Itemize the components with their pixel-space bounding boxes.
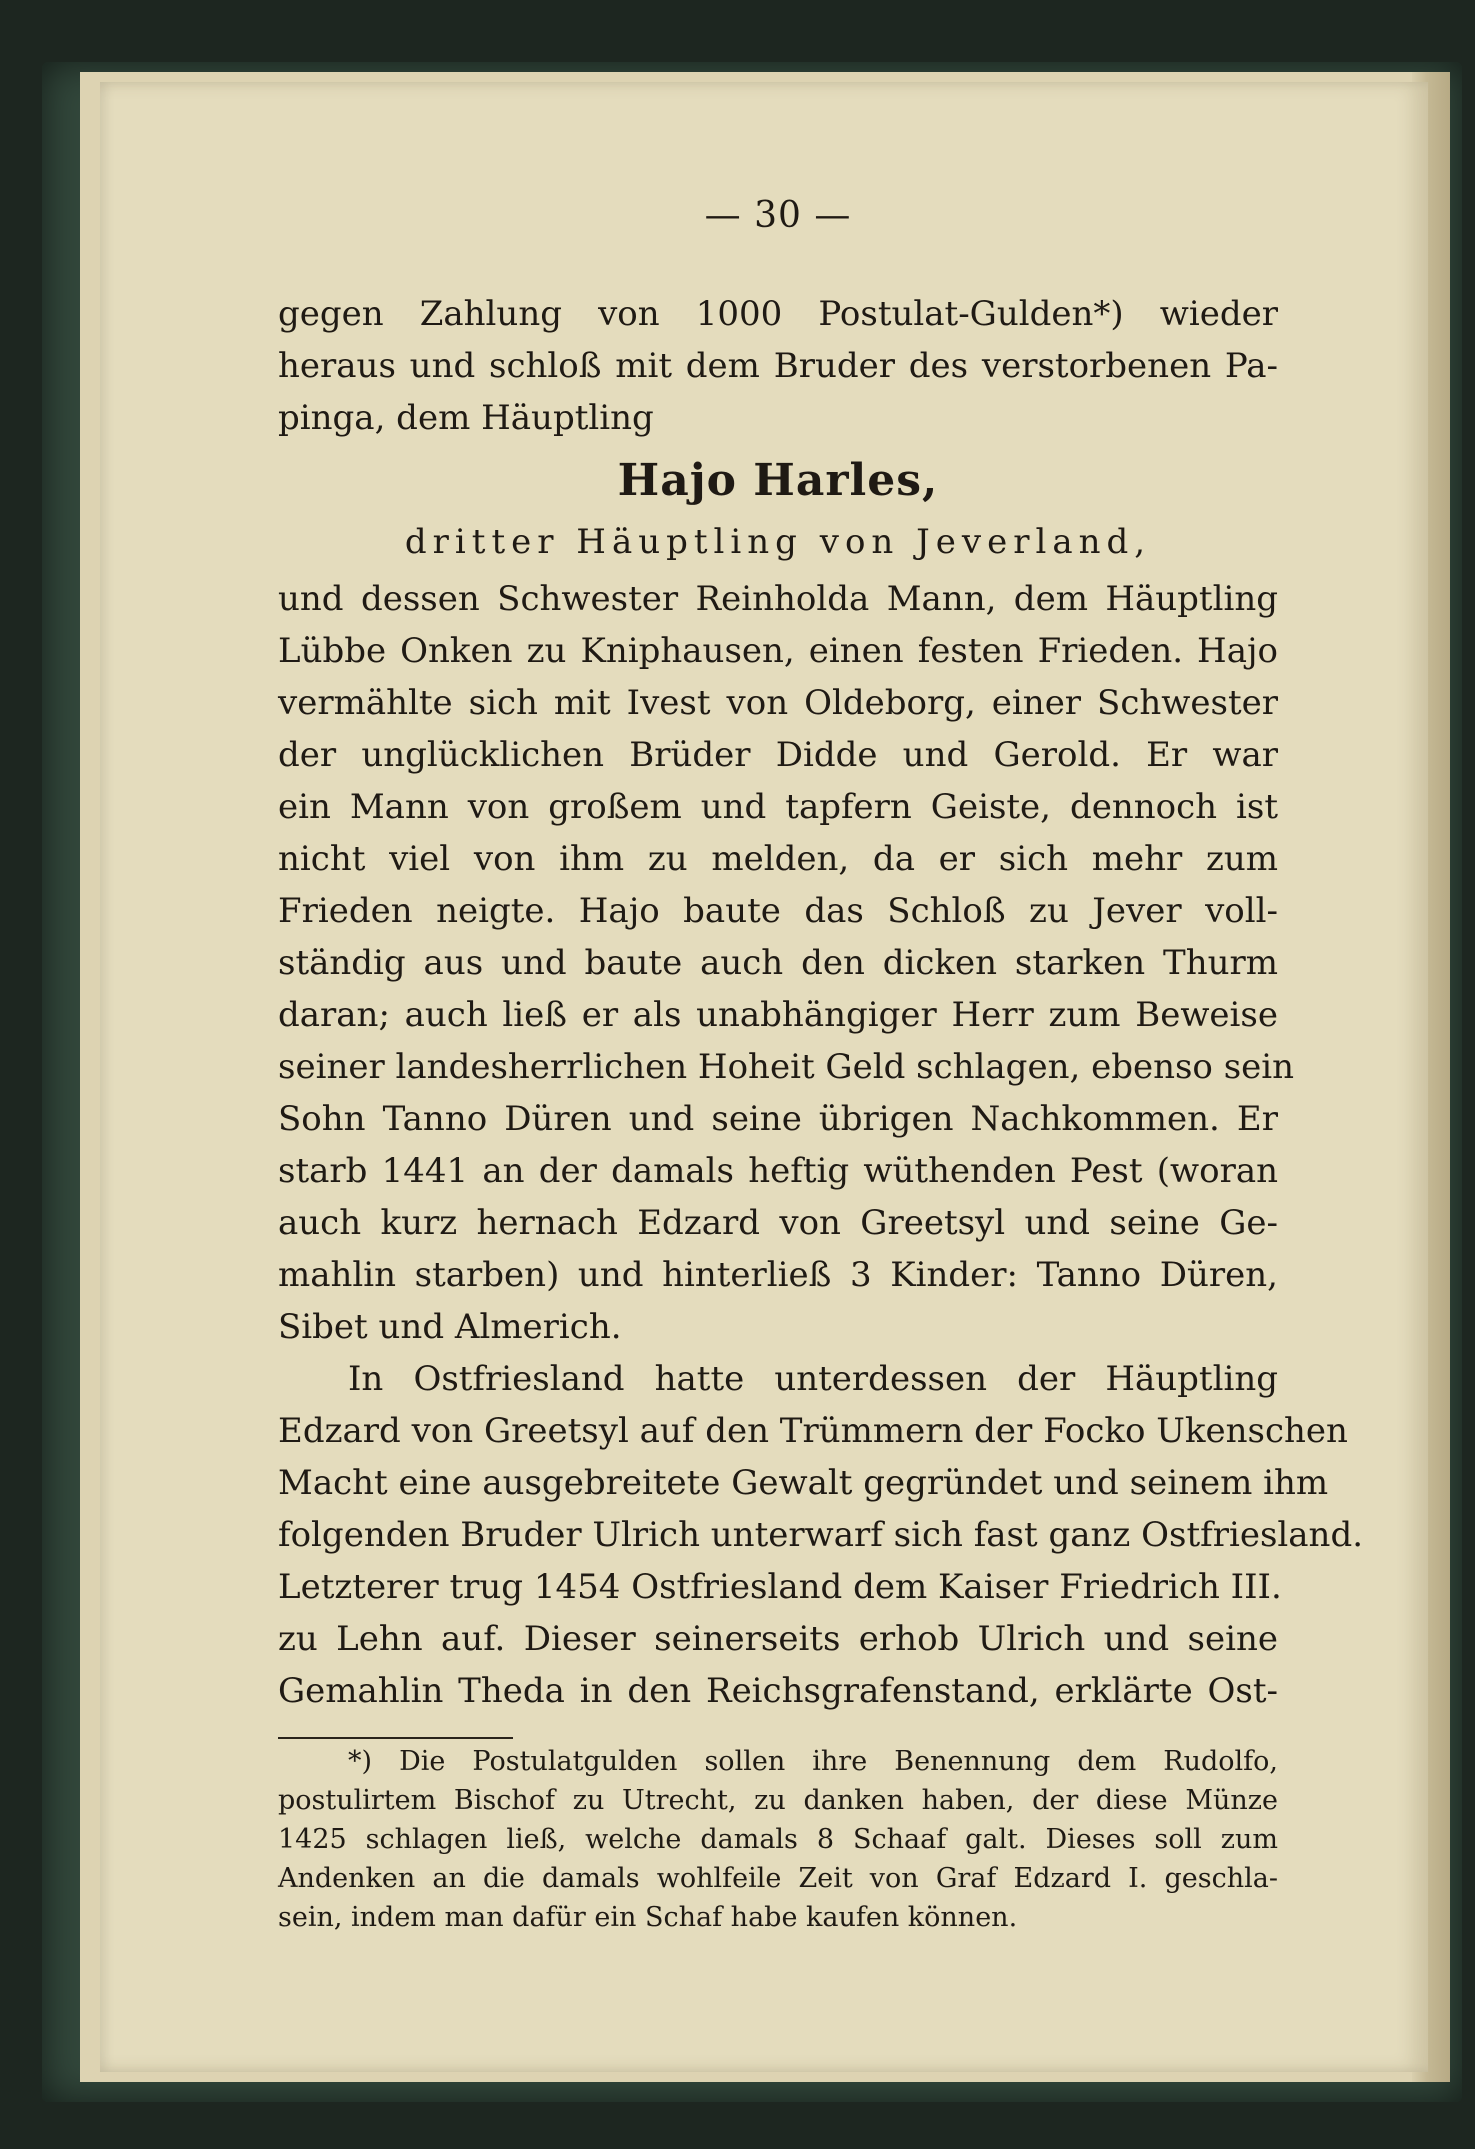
- footnote-line: Andenken an die damals wohlfeile Zeit von Graf Edzard I. geschla-: [278, 1863, 1278, 1894]
- text-line: Lübbe Onken zu Kniphausen, einen festen Frieden. Hajo: [278, 631, 1278, 671]
- text-line: Frieden neigte. Hajo baute das Schloß zu Jever voll-: [278, 891, 1278, 931]
- text-line: Letzterer trug 1454 Ostfriesland dem Kaiser Friedrich III.: [278, 1567, 1282, 1607]
- text-line: heraus und schloß mit dem Bruder des verstorbenen Pa-: [278, 346, 1278, 386]
- text-line: In Ostfriesland hatte unterdessen der Häuptling: [348, 1359, 1278, 1399]
- text-line: starb 1441 an der damals heftig wüthenden Pest (woran: [278, 1151, 1278, 1191]
- footnote-line: postulirtem Bischof zu Utrecht, zu danken haben, der diese Münze: [278, 1785, 1278, 1816]
- footnote-line: *) Die Postulatgulden sollen ihre Benennung dem Rudolfo,: [348, 1746, 1278, 1777]
- text-line: zu Lehn auf. Dieser seinerseits erhob Ulrich und seine: [278, 1619, 1278, 1659]
- text-line: mahlin starben) und hinterließ 3 Kinder: Tanno Düren,: [278, 1255, 1278, 1295]
- text-line: ein Mann von großem und tapfern Geiste, dennoch ist: [278, 787, 1278, 827]
- text-line: seiner landesherrlichen Hoheit Geld schlagen, ebenso sein: [278, 1047, 1295, 1087]
- text-line: folgenden Bruder Ulrich unterwarf sich fast ganz Ostfriesland.: [278, 1515, 1364, 1555]
- text-line: und dessen Schwester Reinholda Mann, dem Häuptling: [278, 579, 1278, 619]
- text-line: Sohn Tanno Düren und seine übrigen Nachkommen. Er: [278, 1099, 1278, 1139]
- section-subheading: dritter Häuptling von Jeverland,: [404, 522, 1152, 562]
- footnote-line: sein, indem man dafür ein Schaf habe kaufen können.: [278, 1902, 1018, 1933]
- text-line: ständig aus und baute auch den dicken starken Thurm: [278, 943, 1278, 983]
- footnote-line: 1425 schlagen ließ, welche damals 8 Schaaf galt. Dieses soll zum: [278, 1824, 1278, 1855]
- text-line: Macht eine ausgebreitete Gewalt gegründet und seinem ihm: [278, 1463, 1329, 1503]
- text-line: nicht viel von ihm zu melden, da er sich mehr zum: [278, 839, 1278, 879]
- page-number: — 30 —: [704, 195, 852, 236]
- text-line: vermählte sich mit Ivest von Oldeborg, einer Schwester: [278, 683, 1278, 723]
- text-line: auch kurz hernach Edzard von Greetsyl und seine Ge-: [278, 1203, 1278, 1243]
- text-line: daran; auch ließ er als unabhängiger Herr zum Beweise: [278, 995, 1278, 1035]
- text-line: Sibet und Almerich.: [278, 1307, 622, 1347]
- text-line: gegen Zahlung von 1000 Postulat-Gulden*) wieder: [278, 294, 1278, 334]
- text-line: Gemahlin Theda in den Reichsgrafenstand, erklärte Ost-: [278, 1671, 1278, 1711]
- text-line: pinga, dem Häuptling: [278, 398, 654, 438]
- footnote-rule: [278, 1737, 513, 1739]
- text-line: der unglücklichen Brüder Didde und Gerold. Er war: [278, 735, 1278, 775]
- text-line: Edzard von Greetsyl auf den Trümmern der Focko Ukenschen: [278, 1411, 1348, 1451]
- section-heading: Hajo Harles,: [617, 455, 939, 506]
